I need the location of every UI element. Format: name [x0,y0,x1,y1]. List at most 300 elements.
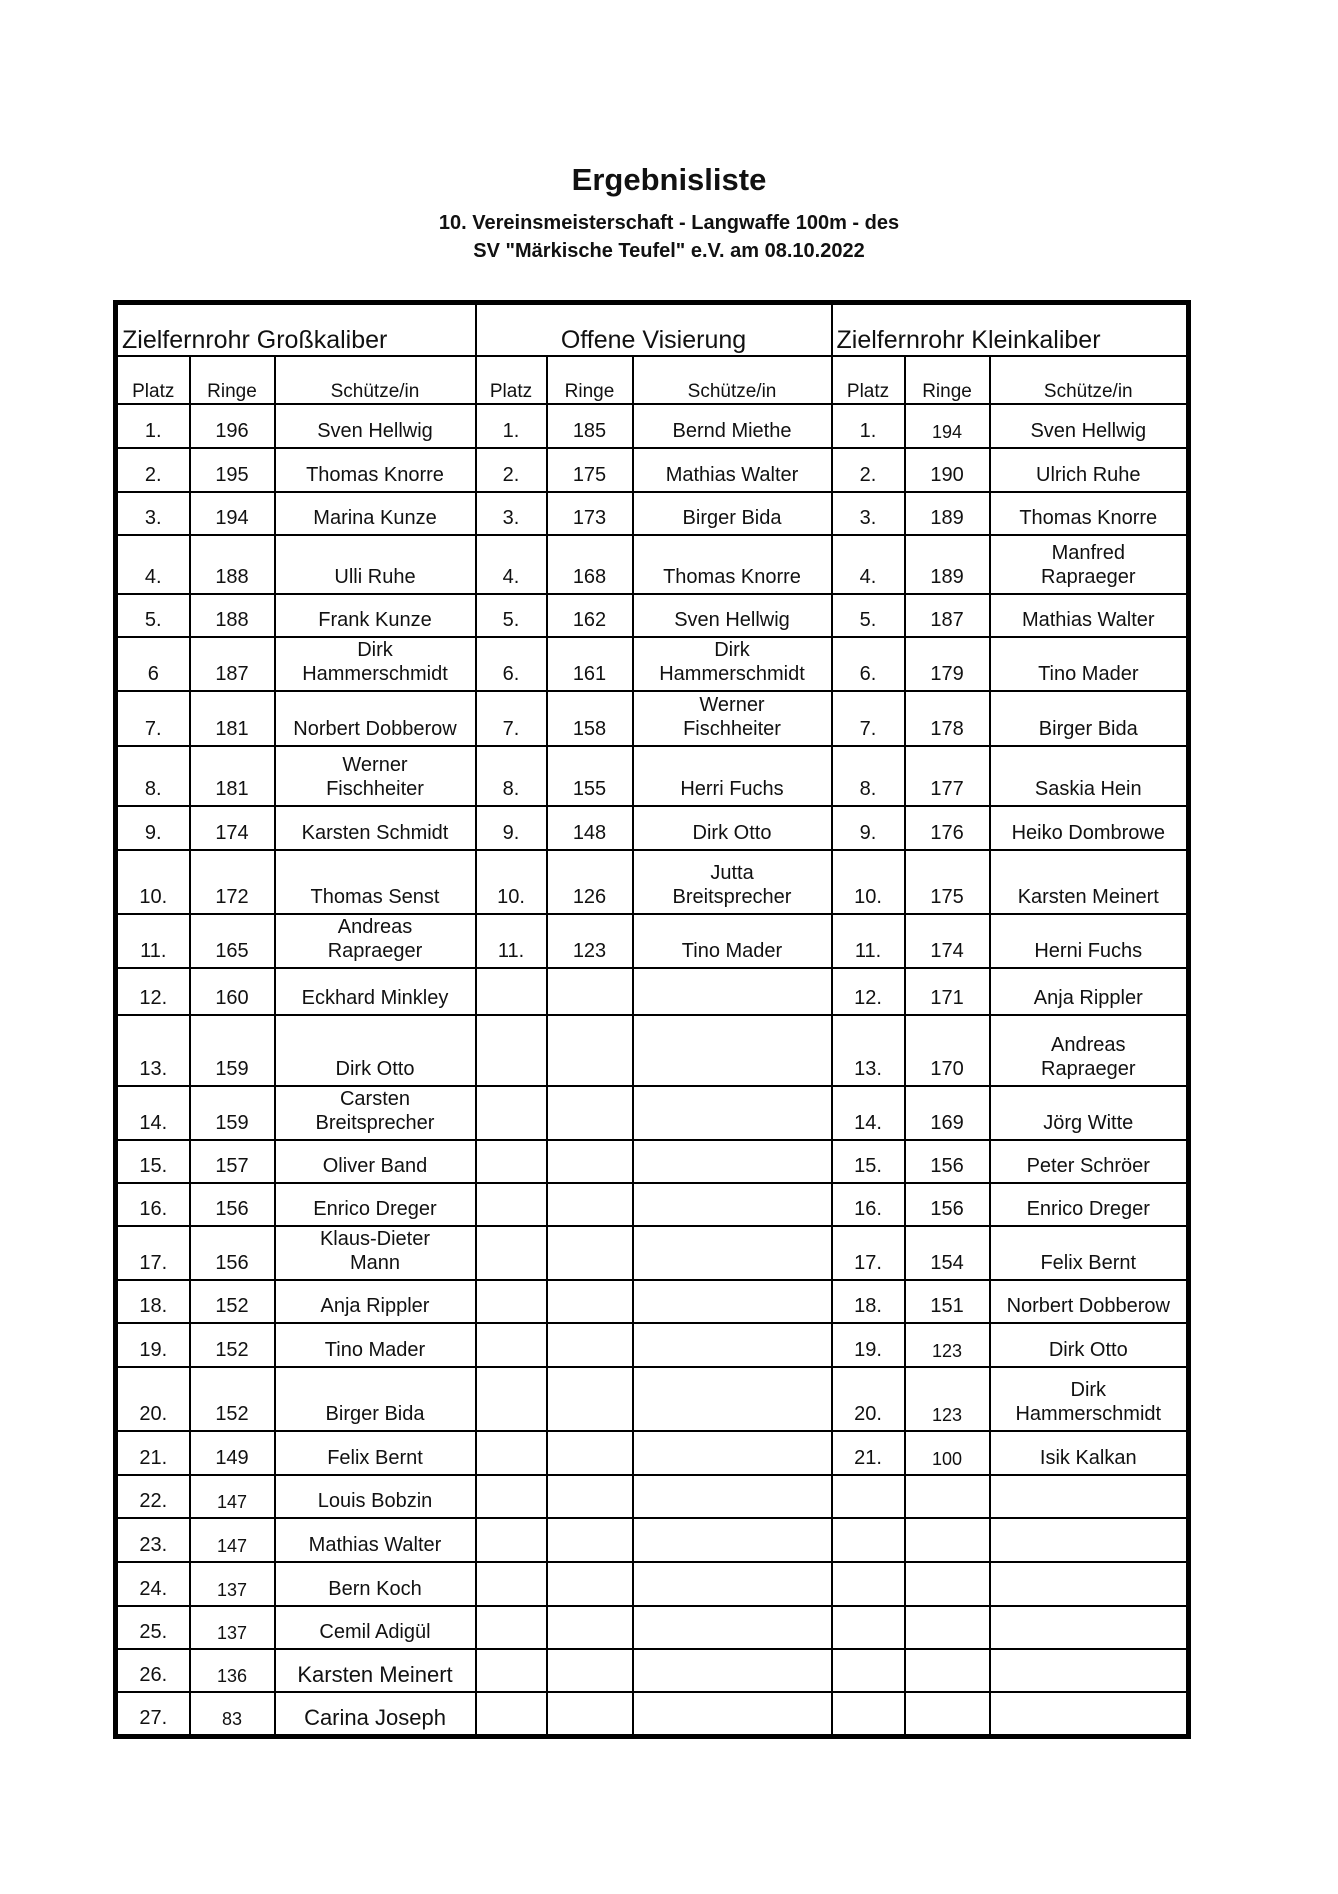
kk-schuetze-cell [990,746,1189,806]
schuetze-name: Herri Fuchs [680,778,784,800]
kk-ringe-cell: 194 [905,404,990,448]
kk-schuetze-cell [990,535,1189,594]
ov-platz-cell [476,1649,547,1692]
gk-ringe-cell: 152 [190,1280,275,1323]
kk-platz-cell: 14. [832,1086,905,1140]
gk-ringe-cell: 137 [190,1562,275,1606]
ov-schuetze-cell [633,1431,832,1475]
kk-ringe-cell: 189 [905,492,990,535]
kk-ringe-cell: 175 [905,850,990,914]
col-header-schuetze: Schütze/in [633,356,832,404]
table-row [116,1183,1189,1226]
document-subtitle-line2: SV "Märkische Teufel" e.V. am 08.10.2022 [473,240,865,262]
kk-schuetze-cell [990,1226,1189,1280]
schuetze-name: Birger Bida [1038,718,1138,740]
kk-platz-cell: 10. [832,850,905,914]
gk-platz-cell: 10. [116,850,190,914]
ov-platz-cell [476,968,547,1015]
schuetze-name: Eckhard Minkley [301,987,449,1009]
gk-schuetze-cell [275,1475,476,1518]
schuetze-first-line: Jutta [710,862,754,884]
ov-platz-cell: 11. [476,914,547,968]
ov-platz-cell [476,1475,547,1518]
table-row [116,1649,1189,1692]
table-row [116,1475,1189,1518]
schuetze-name: Mathias Walter [308,1534,442,1556]
gk-ringe-cell: 194 [190,492,275,535]
schuetze-name: Thomas Knorre [1019,507,1158,529]
kk-ringe-cell: 171 [905,968,990,1015]
schuetze-name: Hammerschmidt [659,663,805,685]
schuetze-name: Breitsprecher [672,886,792,908]
ov-ringe-cell [547,1475,633,1518]
gk-ringe-cell: 188 [190,535,275,594]
col-header-platz: Platz [832,356,905,404]
gk-platz-cell: 5. [116,594,190,637]
gk-platz-cell: 11. [116,914,190,968]
ov-ringe-cell [547,1183,633,1226]
kk-schuetze-cell [990,1280,1189,1323]
schuetze-name: Heiko Dombrowe [1011,822,1165,844]
kk-platz-cell: 17. [832,1226,905,1280]
gk-platz-cell: 17. [116,1226,190,1280]
gk-schuetze-cell [275,1226,476,1280]
schuetze-name: Thomas Knorre [663,566,801,588]
table-row [116,1280,1189,1323]
gk-ringe-cell: 181 [190,691,275,746]
schuetze-name: Tino Mader [681,940,783,962]
kk-ringe-cell: 190 [905,448,990,492]
gk-platz-cell: 12. [116,968,190,1015]
table-row [116,594,1189,637]
ov-platz-cell: 6. [476,637,547,691]
gk-platz-cell: 27. [116,1692,190,1736]
kk-platz-cell: 20. [832,1367,905,1431]
kk-schuetze-cell [990,1431,1189,1475]
ov-ringe-cell [547,1562,633,1606]
kk-schuetze-cell [990,850,1189,914]
document-title: Ergebnisliste [571,162,767,197]
ov-schuetze-cell [633,914,832,968]
gk-schuetze-cell [275,1280,476,1323]
ov-ringe-cell: 185 [547,404,633,448]
col-header-ringe: Ringe [905,356,990,404]
ov-platz-cell: 4. [476,535,547,594]
gk-platz-cell: 16. [116,1183,190,1226]
gk-platz-cell: 7. [116,691,190,746]
table-row [116,404,1189,448]
ov-platz-cell: 10. [476,850,547,914]
ov-ringe-cell: 161 [547,637,633,691]
ov-schuetze-cell [633,1323,832,1367]
gk-schuetze-cell [275,535,476,594]
ov-schuetze-cell [633,1226,832,1280]
kk-platz-cell [832,1562,905,1606]
schuetze-name: Norbert Dobberow [1006,1295,1170,1317]
schuetze-name: Jörg Witte [1043,1112,1134,1134]
schuetze-name: Ulli Ruhe [334,566,416,588]
schuetze-first-line: Andreas [337,916,413,938]
gk-ringe-cell: 195 [190,448,275,492]
ov-ringe-cell [547,1367,633,1431]
ov-ringe-cell: 123 [547,914,633,968]
table-row [116,1431,1189,1475]
ov-ringe-cell [547,1518,633,1562]
kk-platz-cell: 4. [832,535,905,594]
kk-ringe-cell [905,1692,990,1736]
kk-platz-cell: 18. [832,1280,905,1323]
schuetze-name: Felix Bernt [1040,1252,1137,1274]
schuetze-name: Enrico Dreger [1026,1198,1150,1220]
table-row [116,914,1189,968]
gk-ringe-cell: 137 [190,1606,275,1649]
gk-schuetze-cell [275,914,476,968]
gk-platz-cell: 22. [116,1475,190,1518]
schuetze-first-line: Werner [342,754,408,776]
gk-schuetze-cell [275,806,476,850]
kk-ringe-cell [905,1606,990,1649]
gk-platz-cell: 18. [116,1280,190,1323]
col-header-ringe: Ringe [190,356,275,404]
schuetze-first-line: Dirk [357,639,393,661]
gk-platz-cell: 2. [116,448,190,492]
gk-platz-cell: 21. [116,1431,190,1475]
gk-ringe-cell: 83 [190,1692,275,1736]
schuetze-name: Oliver Band [322,1155,428,1177]
kk-schuetze-cell [990,806,1189,850]
ov-schuetze-cell [633,492,832,535]
kk-schuetze-cell [990,1323,1189,1367]
gk-platz-cell: 8. [116,746,190,806]
ov-schuetze-cell [633,1649,832,1692]
kk-platz-cell [832,1475,905,1518]
ov-ringe-cell: 155 [547,746,633,806]
gk-schuetze-cell [275,448,476,492]
ov-schuetze-cell [633,1367,832,1431]
kk-schuetze-cell [990,1015,1189,1086]
ov-schuetze-cell [633,1692,832,1736]
column-header-row [116,356,1189,404]
kk-schuetze-cell [990,637,1189,691]
gk-schuetze-cell [275,1431,476,1475]
schuetze-name: Bern Koch [328,1578,422,1600]
table-row [116,1086,1189,1140]
ov-ringe-cell: 148 [547,806,633,850]
schuetze-name: Karsten Schmidt [301,822,449,844]
table-row [116,1015,1189,1086]
kk-platz-cell: 13. [832,1015,905,1086]
schuetze-name: Mathias Walter [665,464,799,486]
table-row [116,691,1189,746]
gk-ringe-cell: 187 [190,637,275,691]
gk-schuetze-cell [275,850,476,914]
schuetze-name: Birger Bida [325,1403,425,1425]
document-subtitle-line1: 10. Vereinsmeisterschaft - Langwaffe 100m - des [438,212,900,234]
schuetze-name: Bernd Miethe [672,420,792,442]
ov-platz-cell [476,1562,547,1606]
kk-ringe-cell [905,1649,990,1692]
gk-schuetze-cell [275,746,476,806]
schuetze-name: Frank Kunze [318,609,432,631]
kk-platz-cell: 12. [832,968,905,1015]
col-header-schuetze: Schütze/in [990,356,1189,404]
ov-ringe-cell [547,1692,633,1736]
ov-schuetze-cell [633,1086,832,1140]
kk-platz-cell [832,1518,905,1562]
gk-schuetze-cell [275,1692,476,1736]
kk-platz-cell: 8. [832,746,905,806]
kk-schuetze-cell [990,404,1189,448]
schuetze-name: Saskia Hein [1034,778,1142,800]
ov-platz-cell [476,1086,547,1140]
schuetze-name: Dirk Otto [335,1058,415,1080]
gk-schuetze-cell [275,1015,476,1086]
kk-platz-cell: 21. [832,1431,905,1475]
schuetze-name: Breitsprecher [315,1112,435,1134]
kk-schuetze-cell [990,1140,1189,1183]
section-title-grosskaliber: Zielfernrohr Großkaliber [116,303,476,357]
schuetze-name: Birger Bida [682,507,782,529]
schuetze-name: Fischheiter [683,718,781,740]
gk-platz-cell: 13. [116,1015,190,1086]
gk-ringe-cell: 160 [190,968,275,1015]
schuetze-first-line: Manfred [1051,542,1125,564]
ov-platz-cell [476,1692,547,1736]
gk-schuetze-cell [275,594,476,637]
ov-platz-cell [476,1367,547,1431]
ov-platz-cell: 8. [476,746,547,806]
col-header-schuetze: Schütze/in [275,356,476,404]
kk-schuetze-cell [990,1183,1189,1226]
kk-ringe-cell: 100 [905,1431,990,1475]
schuetze-name: Enrico Dreger [313,1198,437,1220]
schuetze-name: Herni Fuchs [1034,940,1143,962]
ov-ringe-cell [547,1086,633,1140]
gk-platz-cell: 1. [116,404,190,448]
table-row [116,1140,1189,1183]
schuetze-name: Rapraeger [1041,566,1136,588]
ov-schuetze-cell [633,806,832,850]
schuetze-name: Mann [349,1252,401,1274]
ov-platz-cell [476,1280,547,1323]
ov-ringe-cell [547,1015,633,1086]
ov-schuetze-cell [633,1015,832,1086]
ov-ringe-cell [547,968,633,1015]
gk-ringe-cell: 157 [190,1140,275,1183]
gk-schuetze-cell [275,1086,476,1140]
schuetze-name: Norbert Dobberow [293,718,457,740]
results-table [113,300,1191,1739]
schuetze-name: Mathias Walter [1021,609,1155,631]
kk-ringe-cell: 177 [905,746,990,806]
schuetze-name: Marina Kunze [313,507,437,529]
ov-ringe-cell [547,1606,633,1649]
section-title-kleinkaliber: Zielfernrohr Kleinkaliber [832,303,1189,357]
schuetze-name: Dirk Otto [1048,1339,1128,1361]
ov-schuetze-cell [633,1518,832,1562]
table-row [116,535,1189,594]
ov-platz-cell [476,1431,547,1475]
kk-ringe-cell: 178 [905,691,990,746]
ov-ringe-cell [547,1280,633,1323]
schuetze-name: Tino Mader [1038,663,1139,685]
gk-ringe-cell: 136 [190,1649,275,1692]
kk-platz-cell [832,1606,905,1649]
gk-schuetze-cell [275,1367,476,1431]
kk-schuetze-cell [990,1606,1189,1649]
gk-schuetze-cell [275,1606,476,1649]
schuetze-name: Fischheiter [326,778,424,800]
kk-schuetze-cell [990,1367,1189,1431]
gk-ringe-cell: 159 [190,1015,275,1086]
kk-ringe-cell: 154 [905,1226,990,1280]
kk-ringe-cell: 170 [905,1015,990,1086]
ov-platz-cell [476,1015,547,1086]
table-row [116,1606,1189,1649]
kk-schuetze-cell [990,914,1189,968]
kk-ringe-cell: 123 [905,1323,990,1367]
kk-platz-cell: 5. [832,594,905,637]
gk-platz-cell: 24. [116,1562,190,1606]
table-row [116,1518,1189,1562]
gk-ringe-cell: 188 [190,594,275,637]
schuetze-name: Tino Mader [324,1339,426,1361]
kk-schuetze-cell [990,1692,1189,1736]
kk-ringe-cell [905,1562,990,1606]
gk-platz-cell: 14. [116,1086,190,1140]
schuetze-name: Hammerschmidt [302,663,448,685]
kk-ringe-cell [905,1518,990,1562]
schuetze-name: Thomas Knorre [306,464,444,486]
gk-platz-cell: 3. [116,492,190,535]
kk-platz-cell: 19. [832,1323,905,1367]
schuetze-name: Carina Joseph [304,1704,446,1730]
ov-ringe-cell [547,1649,633,1692]
kk-ringe-cell: 151 [905,1280,990,1323]
gk-ringe-cell: 149 [190,1431,275,1475]
kk-platz-cell [832,1649,905,1692]
schuetze-name: Rapraeger [1041,1058,1136,1080]
gk-platz-cell: 9. [116,806,190,850]
gk-platz-cell: 15. [116,1140,190,1183]
ov-ringe-cell: 168 [547,535,633,594]
kk-ringe-cell: 156 [905,1183,990,1226]
kk-platz-cell: 2. [832,448,905,492]
schuetze-name: Peter Schröer [1026,1155,1150,1177]
kk-platz-cell [832,1692,905,1736]
schuetze-name: Dirk Otto [692,822,772,844]
schuetze-name: Anja Rippler [1033,987,1143,1009]
kk-schuetze-cell [990,691,1189,746]
gk-schuetze-cell [275,1518,476,1562]
gk-ringe-cell: 152 [190,1367,275,1431]
ov-schuetze-cell [633,968,832,1015]
schuetze-first-line: Dirk [1070,1379,1107,1401]
table-row [116,1226,1189,1280]
schuetze-name: Rapraeger [327,940,423,962]
col-header-platz: Platz [476,356,547,404]
ov-schuetze-cell [633,1183,832,1226]
schuetze-name: Louis Bobzin [317,1490,433,1512]
ov-ringe-cell: 175 [547,448,633,492]
schuetze-name: Isik Kalkan [1039,1447,1137,1469]
kk-ringe-cell: 189 [905,535,990,594]
ov-schuetze-cell [633,1606,832,1649]
schuetze-name: Ulrich Ruhe [1036,464,1141,486]
gk-schuetze-cell [275,1562,476,1606]
table-row [116,850,1189,914]
col-header-ringe: Ringe [547,356,633,404]
kk-platz-cell: 6. [832,637,905,691]
kk-platz-cell: 7. [832,691,905,746]
ov-ringe-cell: 173 [547,492,633,535]
ov-schuetze-cell [633,1280,832,1323]
kk-schuetze-cell [990,492,1189,535]
gk-ringe-cell: 165 [190,914,275,968]
gk-ringe-cell: 196 [190,404,275,448]
ov-platz-cell: 9. [476,806,547,850]
kk-schuetze-cell [990,1475,1189,1518]
gk-schuetze-cell [275,1183,476,1226]
gk-schuetze-cell [275,1649,476,1692]
gk-ringe-cell: 156 [190,1183,275,1226]
kk-ringe-cell: 179 [905,637,990,691]
kk-schuetze-cell [990,594,1189,637]
kk-schuetze-cell [990,1562,1189,1606]
table-row [116,637,1189,691]
kk-platz-cell: 11. [832,914,905,968]
gk-platz-cell: 20. [116,1367,190,1431]
gk-schuetze-cell [275,968,476,1015]
ov-schuetze-cell [633,1475,832,1518]
ov-schuetze-cell [633,691,832,746]
table-row [116,492,1189,535]
gk-ringe-cell: 172 [190,850,275,914]
schuetze-first-line: Klaus-Dieter [319,1228,431,1250]
ov-platz-cell: 1. [476,404,547,448]
schuetze-name: Anja Rippler [320,1295,430,1317]
kk-ringe-cell: 176 [905,806,990,850]
schuetze-name: Thomas Senst [310,886,440,908]
kk-ringe-cell: 156 [905,1140,990,1183]
results-body [116,404,1189,1736]
kk-ringe-cell: 123 [905,1367,990,1431]
schuetze-name: Cemil Adigül [319,1621,431,1643]
gk-platz-cell: 26. [116,1649,190,1692]
ov-schuetze-cell [633,535,832,594]
schuetze-name: Karsten Meinert [1017,886,1159,908]
kk-platz-cell: 15. [832,1140,905,1183]
schuetze-name: Felix Bernt [327,1447,423,1469]
gk-ringe-cell: 174 [190,806,275,850]
gk-platz-cell: 19. [116,1323,190,1367]
gk-platz-cell: 6 [116,637,190,691]
ov-schuetze-cell [633,448,832,492]
ov-schuetze-cell [633,404,832,448]
ov-platz-cell: 5. [476,594,547,637]
schuetze-first-line: Andreas [1051,1034,1126,1056]
gk-ringe-cell: 156 [190,1226,275,1280]
ov-ringe-cell [547,1140,633,1183]
ov-schuetze-cell [633,1140,832,1183]
ov-schuetze-cell [633,637,832,691]
ov-schuetze-cell [633,594,832,637]
kk-schuetze-cell [990,1649,1189,1692]
ov-platz-cell [476,1140,547,1183]
ov-schuetze-cell [633,746,832,806]
schuetze-name: Hammerschmidt [1015,1403,1162,1425]
gk-schuetze-cell [275,1323,476,1367]
